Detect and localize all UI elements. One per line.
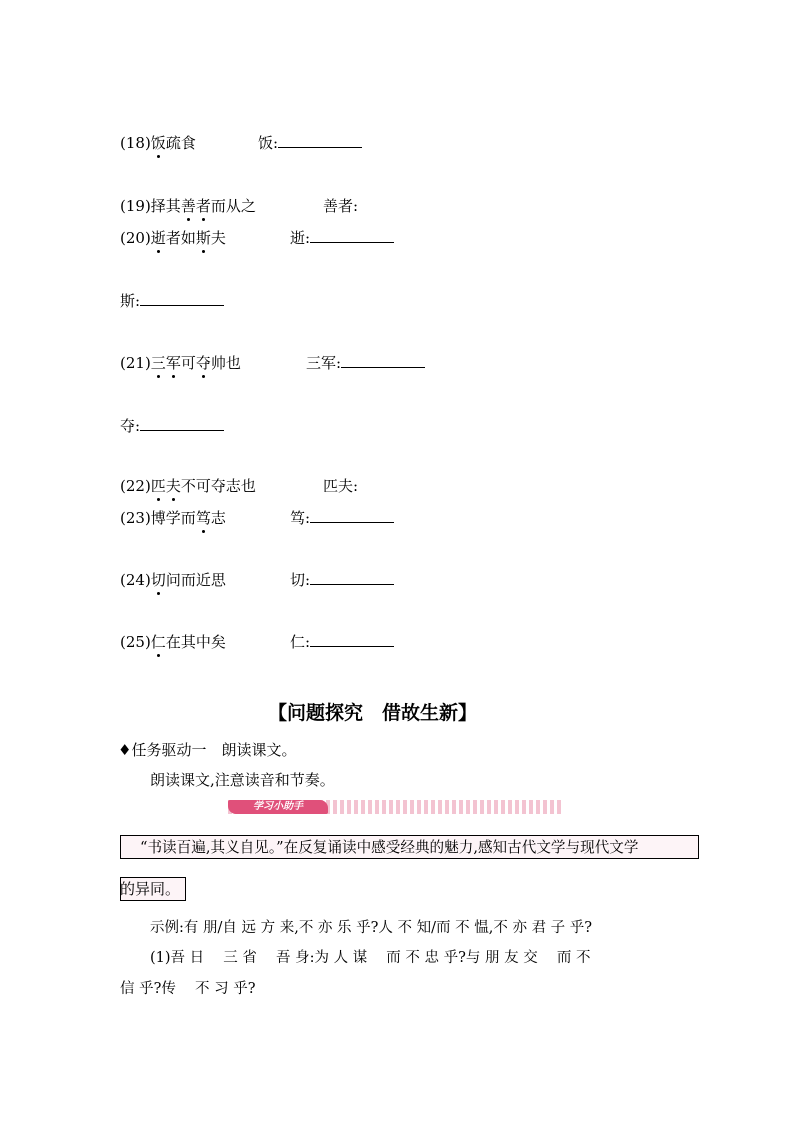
item-number: (18) (120, 134, 151, 152)
answer-key: 饭: (258, 134, 279, 152)
answer-19 (323, 195, 358, 216)
phrase-text: 者如 (165, 229, 196, 247)
answer-key: 逝: (290, 229, 311, 247)
dotted-char: 三 (150, 354, 166, 372)
dotted-char: 者 (195, 197, 211, 215)
item-21 (120, 352, 241, 373)
phrase-text: 博学而 (150, 509, 196, 527)
section-title: 【问题探究 借故生新】 (268, 702, 478, 724)
helper-banner (228, 800, 563, 814)
tip-text-line2: 的异同。 (120, 880, 181, 898)
item-24 (120, 569, 226, 590)
item-number: (22) (120, 477, 151, 495)
item-number: (19) (120, 197, 151, 215)
phrase-text: 择其 (150, 197, 181, 215)
dotted-char: 军 (165, 354, 181, 372)
phrase-text: 夫 (210, 229, 226, 247)
answer-22 (323, 475, 358, 496)
dotted-char: 仁 (150, 633, 166, 651)
phrase-text: 在其中矣 (165, 633, 226, 651)
instruction-line: 朗读课文,注意读音和节奏。 (150, 771, 335, 789)
example-line: 示例:有 朋/自 远 方 来,不 亦 乐 乎?人 不 知/而 不 愠,不 亦 君 子 乎? (150, 920, 593, 936)
question-1-line1: (1)吾 日 三 省 吾 身:为 人 谋 而 不 忠 乎?与 朋 友 交 而 不 (150, 950, 591, 966)
item-number: (23) (120, 509, 151, 527)
answer-blank[interactable] (310, 570, 394, 585)
item-number: (24) (120, 571, 151, 589)
answer-blank[interactable] (140, 416, 224, 431)
phrase-text: 可 (180, 354, 196, 372)
question-1-line2: 信 乎?传 不 习 乎? (120, 981, 256, 997)
task-line: ♦任务驱动一 朗读课文。 (118, 741, 297, 759)
answer-20b (120, 290, 224, 311)
answer-blank[interactable] (310, 228, 394, 243)
dotted-char: 善 (180, 197, 196, 215)
answer-key: 三军: (306, 354, 342, 372)
dotted-char: 饭 (150, 134, 166, 152)
answer-blank[interactable] (341, 353, 425, 368)
item-number: (25) (120, 633, 151, 651)
answer-key: 斯: (120, 292, 141, 310)
dotted-char: 斯 (195, 229, 211, 247)
dotted-char: 夫 (165, 477, 181, 495)
dotted-char: 匹 (150, 477, 166, 495)
answer-key: 切: (290, 571, 311, 589)
answer-18 (258, 132, 362, 153)
answer-21 (306, 352, 425, 373)
answer-key: 善者: (323, 197, 359, 215)
phrase-text: 帅也 (210, 354, 241, 372)
answer-blank[interactable] (310, 632, 394, 647)
answer-21b (120, 415, 224, 436)
tip-text-line1: “书读百遍,其义自见。”在反复诵读中感受经典的魅力,感知古代文学与现代文学 (140, 839, 639, 856)
answer-25 (290, 631, 394, 652)
answer-blank[interactable] (278, 133, 362, 148)
answer-23 (290, 507, 394, 528)
answer-blank[interactable] (310, 508, 394, 523)
dotted-char: 夺 (195, 354, 211, 372)
dotted-char: 笃 (195, 509, 211, 527)
answer-key: 匹夫: (323, 477, 359, 495)
dotted-char: 逝 (150, 229, 166, 247)
item-20 (120, 227, 226, 248)
item-23 (120, 507, 226, 528)
phrase-text: 问而近思 (165, 571, 226, 589)
answer-key: 笃: (290, 509, 311, 527)
phrase-text: 志 (210, 509, 226, 527)
answer-key: 夺: (120, 417, 141, 435)
answer-key: 仁: (290, 633, 311, 651)
item-25 (120, 631, 226, 652)
item-number: (20) (120, 229, 151, 247)
item-22 (120, 475, 256, 496)
phrase-text: 疏食 (165, 134, 196, 152)
item-number: (21) (120, 354, 151, 372)
phrase-text: 而从之 (210, 197, 256, 215)
answer-20 (290, 227, 394, 248)
item-19 (120, 195, 256, 216)
item-18 (120, 132, 196, 153)
helper-label: 学习小助手 (228, 800, 328, 814)
answer-blank[interactable] (140, 291, 224, 306)
answer-24 (290, 569, 394, 590)
dotted-char: 切 (150, 571, 166, 589)
phrase-text: 不可夺志也 (180, 477, 256, 495)
